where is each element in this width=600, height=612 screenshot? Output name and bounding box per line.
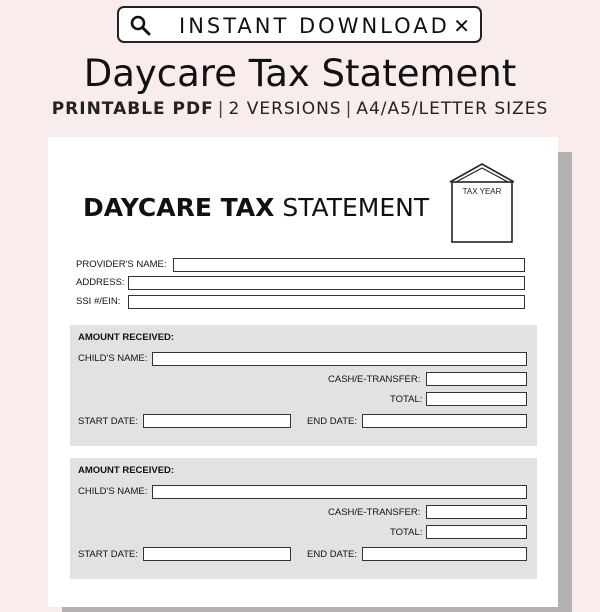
start-date-field[interactable] xyxy=(143,547,291,561)
separator: | xyxy=(345,99,353,119)
total-label: TOTAL: xyxy=(390,394,423,405)
subline xyxy=(0,99,600,119)
close-icon[interactable]: ✕ xyxy=(453,16,470,38)
end-date-label: END DATE: xyxy=(307,549,357,560)
address-label: ADDRESS: xyxy=(76,277,125,288)
cash-transfer-field[interactable] xyxy=(426,505,527,519)
search-bar[interactable] xyxy=(117,6,482,43)
document-title xyxy=(83,193,429,222)
provider-name-label: PROVIDER'S NAME: xyxy=(76,259,167,270)
search-icon xyxy=(129,14,151,36)
tax-year-label: TAX YEAR xyxy=(462,187,502,196)
subline-versions: 2 VERSIONS xyxy=(228,99,342,119)
start-date-label: START DATE: xyxy=(78,549,139,560)
provider-name-field[interactable] xyxy=(173,258,525,272)
child-name-label: CHILD'S NAME: xyxy=(78,353,148,364)
end-date-field[interactable] xyxy=(362,547,527,561)
total-label: TOTAL: xyxy=(390,527,423,538)
child-name-field[interactable] xyxy=(152,485,527,499)
amount-received-title: AMOUNT RECEIVED: xyxy=(78,465,175,476)
end-date-label: END DATE: xyxy=(307,416,357,427)
separator: | xyxy=(217,99,225,119)
headline: Daycare Tax Statement xyxy=(83,52,517,95)
search-text: INSTANT DOWNLOAD xyxy=(179,14,450,38)
total-field[interactable] xyxy=(426,392,527,406)
start-date-label: START DATE: xyxy=(78,416,139,427)
subline-format: PRINTABLE PDF xyxy=(51,99,214,119)
child-name-field[interactable] xyxy=(152,352,527,366)
end-date-field[interactable] xyxy=(362,414,527,428)
start-date-field[interactable] xyxy=(143,414,291,428)
cash-transfer-field[interactable] xyxy=(426,372,527,386)
address-field[interactable] xyxy=(128,276,525,290)
ssi-ein-field[interactable] xyxy=(128,295,525,309)
ssi-ein-label: SSI #/EIN: xyxy=(76,296,121,307)
subline-sizes: A4/A5/LETTER SIZES xyxy=(356,99,549,119)
total-field[interactable] xyxy=(426,525,527,539)
child-name-label: CHILD'S NAME: xyxy=(78,486,148,497)
cash-transfer-label: CASH/E-TRANSFER: xyxy=(328,507,421,518)
house-icon xyxy=(446,160,518,246)
document-title-rest: STATEMENT xyxy=(282,193,430,222)
cash-transfer-label: CASH/E-TRANSFER: xyxy=(328,374,421,385)
amount-received-title: AMOUNT RECEIVED: xyxy=(78,332,175,343)
document-title-bold: DAYCARE TAX xyxy=(83,193,275,222)
